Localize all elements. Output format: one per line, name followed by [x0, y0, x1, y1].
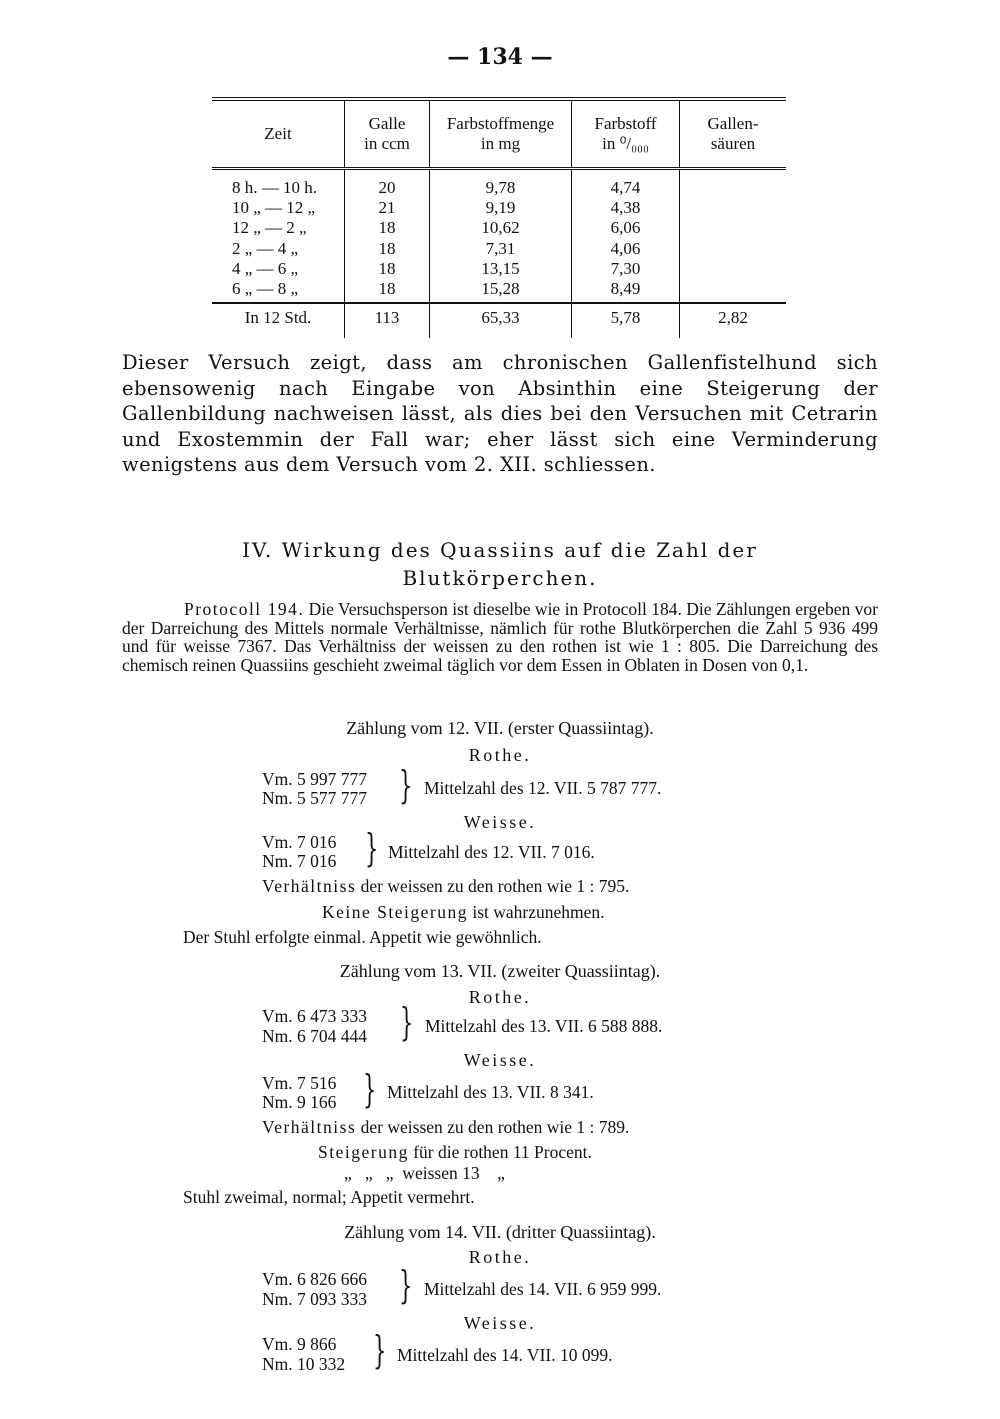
day1-note: Der Stuhl erfolgte einmal. Appetit wie gewöhnlich.: [183, 927, 542, 947]
table-cell: 7,30: [610, 258, 641, 278]
table-body-row: [212, 169, 786, 304]
table-cell: 9,19: [485, 198, 516, 218]
day2-rothe-vm: Vm. 6 473 333: [262, 1006, 367, 1026]
day2-steigerung-weisse: „ „ „ weissen 13 „: [344, 1163, 505, 1183]
day3-weisse-label: Weisse.: [463, 1313, 537, 1333]
protocol-text: Die Versuchsperson ist dieselbe wie in Protocoll 184. Die Zählungen ergeben vor der Darreichung des Mittels normale Verhältnisse, nämlich für rothe Blutkörperchen die Zahl 5 936 499 und für weisse 7367. Das Verhältniss der weissen zu den rothen ist wie 1 : 805. Die Darreichung des chemisch reinen Quassiins geschieht zweimal täglich vor dem Essen in Oblaten in Dosen von 0,1.: [122, 599, 878, 675]
day2-steigerung-label: Steigerung: [318, 1142, 409, 1162]
day2-rothe-mittel: Mittelzahl des 13. VII. 6 588 888.: [425, 1016, 663, 1036]
day1-steigerung-value: ist wahrzunehmen.: [472, 902, 605, 922]
brace-icon: }: [363, 1067, 377, 1111]
day1-verhaeltniss-value: der weissen zu den rothen wie 1 : 795.: [360, 876, 630, 896]
day2-weisse-nm: Nm. 9 166: [262, 1092, 337, 1112]
table-cell: 18: [378, 279, 396, 299]
table-cell: 21: [378, 198, 396, 218]
table-cell: 4,74: [610, 178, 641, 197]
table-cell: 20: [378, 178, 396, 197]
table-cell: 13,15: [481, 258, 520, 278]
day2-rothe-nm: Nm. 6 704 444: [262, 1026, 367, 1046]
day3-weisse-vm: Vm. 9 866: [262, 1334, 337, 1354]
day1-title: Zählung vom 12. VII. (erster Quassiintag).: [346, 718, 654, 738]
header-farbstoff-line1: Farbstoff: [594, 114, 657, 133]
day2-verhaeltniss-label: Verhältniss: [262, 1117, 357, 1137]
day1-weisse-vm: Vm. 7 016: [262, 832, 337, 852]
header-gallensaeuren: [680, 99, 787, 169]
table-cell: 12 „ — 2 „: [232, 218, 307, 238]
section-heading-line1: IV. Wirkung des Quassiins auf die Zahl der: [242, 538, 758, 562]
header-galle-line1: Galle: [368, 114, 406, 133]
table-cell: 7,31: [485, 238, 516, 258]
table-cell: 9,78: [485, 178, 516, 197]
brace-icon: }: [400, 1000, 414, 1044]
header-farbstoffmenge: [430, 99, 572, 169]
day2-steigerung-value: für die rothen 11 Procent.: [413, 1142, 592, 1162]
day2-verhaeltniss: [262, 1117, 629, 1138]
header-galle: [345, 99, 430, 169]
day1-steigerung: [322, 902, 605, 923]
protocol-paragraph: [122, 600, 878, 674]
day3-rothe-label: Rothe.: [468, 1247, 532, 1267]
column-farbstoff: [572, 169, 680, 304]
header-farbstoff-line2: in ⁰/₀₀₀: [602, 134, 649, 153]
header-farbmenge-line2: in mg: [480, 134, 521, 153]
day1-weisse-nm: Nm. 7 016: [262, 851, 337, 871]
header-galle-line2: in ccm: [364, 134, 410, 153]
table-cell: 10 „ — 12 „: [232, 198, 316, 218]
day2-note: Stuhl zweimal, normal; Appetit vermehrt.: [183, 1187, 475, 1207]
column-zeit: [212, 169, 345, 304]
table-cell: 4 „ — 6 „: [232, 258, 299, 278]
paragraph-conclusion: Dieser Versuch zeigt, dass am chronischen Gallenfistelhund sich ebensowenig nach Eingabe von Absinthin eine Steigerung der Gallenbildung nachweisen lässt, als dies bei den Versuchen mit Cetrarin und Exostemmin der Fall war; eher lässt sich eine Verminderung wenigstens aus dem Versuch vom 2. XII. schliessen.: [122, 351, 878, 477]
table-cell: 6 „ — 8 „: [232, 279, 299, 299]
day3-title: Zählung vom 14. VII. (dritter Quassiintag).: [344, 1222, 656, 1242]
day2-weisse-label: Weisse.: [463, 1050, 537, 1070]
table-cell: 18: [378, 238, 396, 258]
table-total-row: [212, 303, 786, 338]
table-cell: 4,38: [610, 198, 641, 218]
day1-rothe-nm: Nm. 5 577 777: [262, 788, 367, 808]
header-gallen-line2: säuren: [710, 134, 756, 153]
table-cell: 10,62: [481, 218, 520, 238]
brace-icon: }: [373, 1328, 387, 1372]
table-cell: 8 h. — 10 h.: [232, 178, 317, 197]
table-cell: 4,06: [610, 238, 641, 258]
brace-icon: }: [365, 826, 379, 870]
brace-icon: }: [399, 763, 413, 807]
day1-rothe-mittel: Mittelzahl des 12. VII. 5 787 777.: [424, 778, 662, 798]
header-gallen-line1: Gallen-: [707, 114, 759, 133]
day3-rothe-nm: Nm. 7 093 333: [262, 1289, 367, 1309]
table-cell: 18: [378, 258, 396, 278]
protocol-label: Protocoll 194.: [184, 599, 305, 619]
day3-weisse-mittel: Mittelzahl des 14. VII. 10 099.: [397, 1345, 613, 1365]
header-zeit: Zeit: [212, 99, 345, 169]
day1-rothe-label: Rothe.: [468, 745, 532, 765]
total-gallensaeuren: 2,82: [680, 303, 787, 338]
day2-title: Zählung vom 13. VII. (zweiter Quassiintag).: [339, 961, 661, 981]
total-farbstoff: 5,78: [572, 303, 680, 338]
day3-weisse-nm: Nm. 10 332: [262, 1354, 346, 1374]
day2-weisse-vm: Vm. 7 516: [262, 1073, 337, 1093]
day1-weisse-mittel: Mittelzahl des 12. VII. 7 016.: [388, 842, 595, 862]
total-zeit: In 12 Std.: [212, 303, 345, 338]
section-heading-line2: Blutkörperchen.: [402, 566, 598, 590]
day2-weisse-mittel: Mittelzahl des 13. VII. 8 341.: [387, 1082, 594, 1102]
table-cell: 8,49: [610, 279, 641, 299]
day1-verhaeltniss: [262, 876, 629, 897]
total-menge: 65,33: [430, 303, 572, 338]
day3-rothe-vm: Vm. 6 826 666: [262, 1269, 367, 1289]
table-header-row: [212, 99, 786, 169]
brace-icon: }: [399, 1263, 413, 1307]
day3-rothe-mittel: Mittelzahl des 14. VII. 6 959 999.: [424, 1279, 662, 1299]
day2-steigerung: [318, 1142, 592, 1163]
column-galle: [345, 169, 430, 304]
column-gallensaeuren: [680, 169, 787, 304]
day1-verhaeltniss-label: Verhältniss: [262, 876, 357, 896]
table-cell: 18: [378, 218, 396, 238]
page-number: — 134 —: [447, 44, 553, 70]
day2-verhaeltniss-value: der weissen zu den rothen wie 1 : 789.: [360, 1117, 630, 1137]
day2-rothe-label: Rothe.: [468, 987, 532, 1007]
day1-weisse-label: Weisse.: [463, 812, 537, 832]
bile-table: [212, 97, 786, 338]
column-farbstoffmenge: [430, 169, 572, 304]
table-cell: 15,28: [481, 279, 520, 299]
header-farbmenge-line1: Farbstoffmenge: [446, 114, 555, 133]
table-cell: 6,06: [610, 218, 641, 238]
day1-rothe-vm: Vm. 5 997 777: [262, 769, 367, 789]
header-farbstoff: [572, 99, 680, 169]
total-galle: 113: [345, 303, 430, 338]
table-cell: 2 „ — 4 „: [232, 238, 299, 258]
day1-steigerung-label: Keine Steigerung: [322, 902, 468, 922]
